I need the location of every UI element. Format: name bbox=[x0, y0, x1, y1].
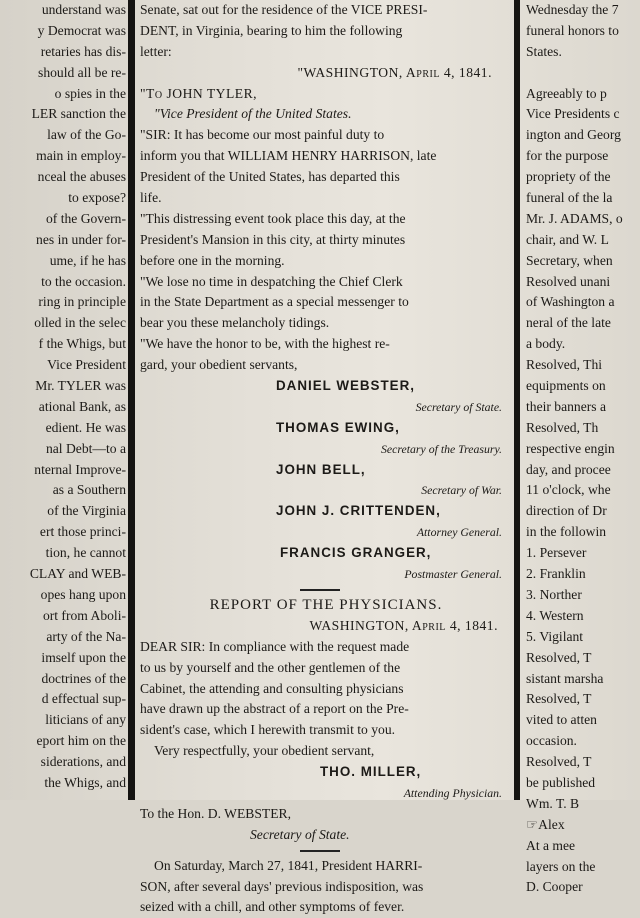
report-line: Cabinet, the attending and consulting physicians bbox=[140, 680, 404, 696]
intro-line: DENT, in Virginia, bearing to him the following bbox=[140, 22, 403, 38]
center-column bbox=[140, 0, 512, 915]
signatory-title: Secretary of War. bbox=[421, 483, 502, 498]
signatory-title: Secretary of the Treasury. bbox=[380, 441, 502, 456]
right-column-line: Secretary, when bbox=[526, 252, 613, 268]
right-column-line: direction of Dr bbox=[526, 503, 607, 519]
left-column-line: nal Debt—to a bbox=[45, 440, 126, 456]
signatory-name: JOHN BELL, bbox=[276, 461, 366, 477]
left-column bbox=[0, 0, 128, 800]
section-divider bbox=[140, 585, 512, 595]
signatory-name: DANIEL WEBSTER, bbox=[276, 378, 415, 394]
left-column-line: ort from Aboli- bbox=[42, 607, 126, 623]
left-column-line: should all be re- bbox=[38, 64, 126, 80]
right-column-line: chair, and W. L bbox=[526, 231, 609, 247]
report-line: sident's case, which I herewith transmit to you. bbox=[140, 722, 396, 738]
left-column-line: nes in under for- bbox=[36, 231, 126, 247]
section-divider bbox=[140, 846, 512, 856]
right-column-line: Resolved, Th bbox=[526, 419, 599, 435]
left-column-line: eport him on the bbox=[36, 733, 126, 749]
right-column-line: Resolved, T bbox=[526, 649, 592, 665]
right-column-line: Vice Presidents c bbox=[526, 106, 620, 122]
report-heading: REPORT OF THE PHYSICIANS. bbox=[209, 596, 443, 613]
right-column-line: 11 o'clock, whe bbox=[526, 482, 611, 498]
left-column-line: olled in the selec bbox=[34, 315, 126, 331]
letter-line: before one in the morning. bbox=[140, 252, 285, 268]
left-column-line: as a Southern bbox=[52, 482, 126, 498]
right-column-line: neral of the late bbox=[526, 315, 611, 331]
intro-line: letter: bbox=[140, 43, 172, 59]
left-column-line: Vice President bbox=[47, 357, 126, 373]
left-column-line: f the Whigs, but bbox=[38, 336, 126, 352]
signatory-title: Postmaster General. bbox=[404, 567, 502, 582]
left-column-line: to the occasion. bbox=[41, 273, 126, 289]
addressee-line: To the Hon. D. WEBSTER, bbox=[140, 805, 291, 821]
left-column-line: nternal Improve- bbox=[34, 461, 126, 477]
left-column-line: of the Virginia bbox=[47, 503, 126, 519]
left-column-line: understand was bbox=[41, 2, 126, 17]
left-column-line: nceal the abuses bbox=[37, 169, 126, 185]
closing-line: On Saturday, March 27, 1841, President HARRI- bbox=[154, 857, 423, 873]
left-column-line: siderations, and bbox=[40, 754, 126, 770]
report-line: DEAR SIR: In compliance with the request made bbox=[140, 638, 410, 654]
left-column-line: main in employ- bbox=[36, 148, 126, 164]
signatory-name: FRANCIS GRANGER, bbox=[280, 545, 432, 561]
right-column-line: 5. Vigilant bbox=[526, 628, 584, 644]
right-column-line: propriety of the bbox=[526, 169, 611, 185]
left-column-line: CLAY and WEB- bbox=[29, 566, 126, 582]
right-column-line: 3. Norther bbox=[526, 586, 582, 602]
left-column-line: d effectual sup- bbox=[41, 691, 126, 707]
right-column-line: 2. Franklin bbox=[526, 566, 586, 582]
letter-line: President of the United States, has departed this bbox=[140, 169, 400, 185]
left-column-line: liticians of any bbox=[45, 712, 126, 728]
right-column-line: ington and Georg bbox=[526, 127, 621, 143]
right-column-line: layers on the bbox=[526, 858, 596, 874]
right-column-line bbox=[526, 63, 640, 84]
right-column-line: Wednesday the 7 bbox=[526, 2, 619, 17]
report-line: to us by yourself and the other gentlemen of the bbox=[140, 659, 401, 675]
right-column-line: States. bbox=[526, 43, 562, 59]
right-column-line: Mr. J. ADAMS, o bbox=[526, 210, 623, 226]
right-column-line: ☞Alex bbox=[526, 816, 565, 832]
right-column-line: their banners a bbox=[526, 398, 607, 414]
letter-line: inform you that WILLIAM HENRY HARRISON, late bbox=[140, 148, 437, 164]
left-column-line: ational Bank, as bbox=[38, 398, 126, 414]
signatory-name: JOHN J. CRITTENDEN, bbox=[276, 503, 441, 519]
right-column-line: D. Cooper bbox=[526, 879, 583, 895]
letter-line: life. bbox=[140, 190, 162, 206]
left-column-line: law of the Go- bbox=[47, 127, 126, 143]
left-column-line: imself upon the bbox=[41, 649, 126, 665]
closing-line: seized with a chill, and other symptoms of fever. bbox=[140, 899, 405, 915]
left-column-line: opes hang upon bbox=[40, 586, 126, 602]
right-column-line: of Washington a bbox=[526, 294, 615, 310]
left-column-line: doctrines of the bbox=[41, 670, 126, 686]
right-column-line: Resolved, T bbox=[526, 691, 592, 707]
left-column-line: to expose? bbox=[68, 190, 126, 206]
left-column-line: retaries has dis- bbox=[40, 43, 126, 59]
right-column-line: for the purpose bbox=[526, 148, 609, 164]
letter-recipient: "To JOHN TYLER, bbox=[140, 85, 258, 101]
left-column-line: arty of the Na- bbox=[46, 628, 126, 644]
left-column-line: the Whigs, and bbox=[44, 774, 126, 790]
left-column-line: ume, if he has bbox=[49, 252, 126, 268]
closing-line: SON, after several days' previous indisposition, was bbox=[140, 878, 424, 894]
signatory-name: THOMAS EWING, bbox=[276, 419, 400, 435]
right-column-line: funeral honors to bbox=[526, 22, 619, 38]
right-column-line: 1. Persever bbox=[526, 545, 587, 561]
letter-line: in the State Department as a special messenger to bbox=[140, 294, 409, 310]
right-column-line: Resolved, Thi bbox=[526, 357, 603, 373]
right-column-line: equipments on bbox=[526, 378, 606, 394]
right-column-line: At a mee bbox=[526, 837, 576, 853]
left-column-line: y Democrat was bbox=[37, 22, 126, 38]
letter-line: "We lose no time in despatching the Chief Clerk bbox=[140, 273, 403, 289]
report-line: have drawn up the abstract of a report on the Pre- bbox=[140, 701, 409, 717]
signatory-title: Secretary of State. bbox=[415, 399, 502, 414]
report-line: Very respectfully, your obedient servant, bbox=[154, 743, 375, 759]
left-column-line: LER sanction the bbox=[31, 106, 126, 122]
right-column-line: funeral of the la bbox=[526, 190, 613, 206]
right-column-line: be published bbox=[526, 774, 596, 790]
right-column-line: vited to atten bbox=[526, 712, 597, 728]
right-column-line: sistant marsha bbox=[526, 670, 604, 686]
right-column-line: 4. Western bbox=[526, 607, 584, 623]
right-column bbox=[526, 0, 640, 895]
letter-line: gard, your obedient servants, bbox=[140, 357, 298, 373]
right-column-line: in the followin bbox=[526, 524, 607, 540]
column-rule-left bbox=[128, 0, 135, 800]
left-column-line: ert those princi- bbox=[39, 524, 126, 540]
letter-line: "SIR: It has become our most painful duty to bbox=[140, 127, 385, 143]
right-column-line: Resolved unani bbox=[526, 273, 611, 289]
letter-line: President's Mansion in this city, at thirty minutes bbox=[140, 231, 406, 247]
physician-name: THO. MILLER, bbox=[320, 764, 422, 780]
left-column-line: Mr. TYLER was bbox=[35, 378, 126, 394]
right-column-line: Resolved, T bbox=[526, 754, 592, 770]
report-dateline: WASHINGTON, April 4, 1841. bbox=[309, 617, 498, 633]
right-column-line: a body. bbox=[526, 336, 566, 352]
left-column-line: edient. He was bbox=[45, 419, 126, 435]
right-column-line: day, and procee bbox=[526, 461, 611, 477]
letter-line: bear you these melancholy tidings. bbox=[140, 315, 330, 331]
letter-recipient-title: "Vice President of the United States. bbox=[154, 106, 352, 122]
left-column-line: of the Govern- bbox=[45, 210, 126, 226]
left-column-line: tion, he cannot bbox=[45, 545, 126, 561]
intro-line: Senate, sat out for the residence of the VICE PRESI- bbox=[140, 2, 428, 17]
right-column-line: respective engin bbox=[526, 440, 615, 456]
signatory-title: Attorney General. bbox=[416, 525, 502, 540]
physician-title: Attending Physician. bbox=[403, 785, 502, 800]
column-rule-right bbox=[514, 0, 520, 800]
left-column-line: ring in principle bbox=[38, 294, 126, 310]
letter-line: "We have the honor to be, with the highest re- bbox=[140, 336, 390, 352]
right-column-line: Wm. T. B bbox=[526, 795, 580, 811]
letter-dateline: "WASHINGTON, April 4, 1841. bbox=[297, 64, 492, 80]
left-column-line: o spies in the bbox=[54, 85, 126, 101]
letter-line: "This distressing event took place this day, at the bbox=[140, 210, 406, 226]
right-column-line: occasion. bbox=[526, 733, 577, 749]
addressee-title: Secretary of State. bbox=[250, 826, 350, 842]
right-column-line: Agreeably to p bbox=[526, 85, 607, 101]
